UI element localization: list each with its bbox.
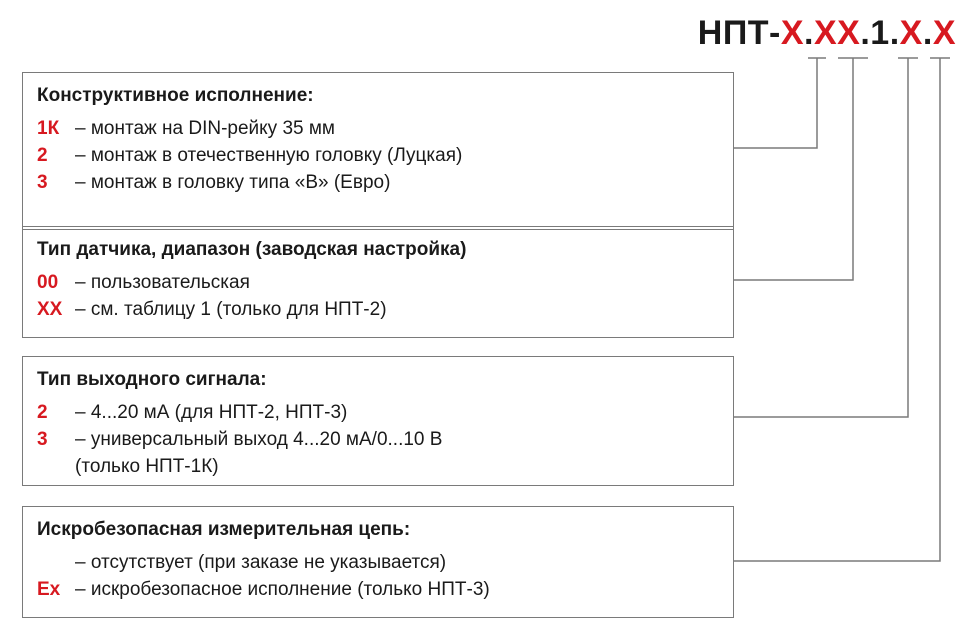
option-row — [37, 426, 719, 453]
code-mid: .1. — [860, 14, 900, 52]
code-part-construction: Х — [780, 14, 805, 52]
option-key: 1К — [37, 118, 60, 139]
option-row — [37, 142, 719, 169]
option-text: – пользовательская — [75, 272, 250, 293]
option-row — [37, 296, 719, 323]
box-title: Тип выходного сигнала: — [37, 369, 267, 390]
box-sensor — [22, 226, 734, 338]
option-text: – монтаж в отечественную головку (Луцкая) — [75, 145, 463, 166]
box-construction — [22, 72, 734, 230]
option-text: – отсутствует (при заказе не указывается) — [75, 552, 447, 573]
option-row — [37, 169, 719, 196]
option-text: – 4...20 мА (для НПТ-2, НПТ-3) — [75, 402, 348, 423]
connector-box3 — [734, 58, 908, 417]
code-part-sensor: ХХ — [814, 14, 861, 52]
option-text: – см. таблицу 1 (только для НПТ-2) — [75, 299, 387, 320]
box-title: Искробезопасная измерительная цепь: — [37, 519, 411, 540]
box-title: Тип датчика, диапазон (заводская настройка) — [37, 239, 467, 260]
option-row — [37, 115, 719, 142]
option-continuation: (только НПТ-1К) — [75, 456, 219, 477]
connector-box4 — [734, 58, 940, 561]
box-ex — [22, 506, 734, 618]
code-prefix: НПТ- — [697, 14, 781, 52]
option-key: 2 — [37, 145, 48, 166]
connector-box2 — [734, 58, 853, 280]
code-dot: . — [804, 14, 814, 52]
option-key: 00 — [37, 272, 59, 293]
option-row — [37, 576, 719, 603]
option-key: Ex — [37, 579, 61, 600]
box-title: Конструктивное исполнение: — [37, 85, 314, 106]
code-part-ex: Х — [932, 14, 956, 52]
connector-box1 — [734, 58, 817, 148]
option-key: XX — [37, 299, 63, 320]
option-text: – монтаж на DIN-рейку 35 мм — [75, 118, 335, 139]
code-dot: . — [922, 14, 933, 52]
option-text: – универсальный выход 4...20 мА/0...10 В — [75, 429, 443, 450]
code-part-output: Х — [899, 14, 923, 52]
option-key: 2 — [37, 402, 48, 423]
option-row — [37, 549, 719, 576]
option-key: 3 — [37, 429, 48, 450]
option-text: – монтаж в головку типа «В» (Евро) — [75, 172, 391, 193]
box-output — [22, 356, 734, 486]
option-row — [37, 269, 719, 296]
option-key: 3 — [37, 172, 48, 193]
option-row — [37, 399, 719, 426]
option-text: – искробезопасное исполнение (только НПТ-3) — [75, 579, 490, 600]
